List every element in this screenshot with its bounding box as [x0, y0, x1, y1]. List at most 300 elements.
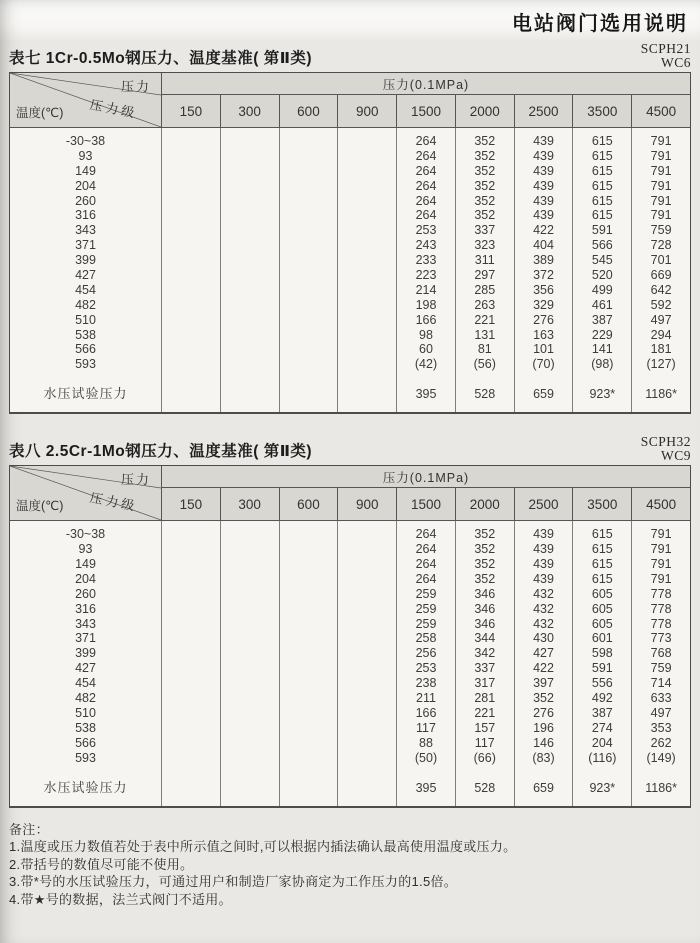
- value-cell: 387: [591, 312, 613, 327]
- value-cell: (50): [414, 750, 438, 765]
- value-cell: [280, 328, 338, 343]
- value-cell: [162, 751, 220, 766]
- value-cell: 352: [474, 571, 496, 586]
- row-spacer: [280, 372, 338, 385]
- value-cell: [338, 751, 396, 766]
- test-pressure-value: [280, 385, 338, 403]
- value-cell: 337: [474, 223, 496, 238]
- test-pressure-value: 659: [533, 780, 554, 795]
- table-body: [10, 128, 690, 412]
- value-cell: [221, 676, 279, 691]
- value-cell: 791: [650, 542, 672, 557]
- row-spacer: [515, 766, 573, 779]
- value-cell: [280, 134, 338, 149]
- value-cell: 163: [533, 327, 554, 342]
- value-cell: [338, 357, 396, 372]
- value-cell: [221, 253, 279, 268]
- value-cell: 605: [591, 586, 613, 601]
- value-cell: 615: [591, 148, 613, 163]
- value-cell: 556: [591, 676, 613, 691]
- value-cell: 432: [533, 601, 554, 616]
- value-cell: 81: [477, 342, 492, 357]
- value-cell: [280, 542, 338, 557]
- value-cell: [338, 283, 396, 298]
- value-cell: (42): [414, 357, 438, 372]
- value-cell: [221, 208, 279, 223]
- value-cell: 263: [474, 297, 496, 312]
- value-cell: 439: [533, 148, 554, 163]
- value-cell: 545: [591, 253, 613, 268]
- test-pressure-value: 528: [474, 780, 496, 795]
- value-cell: 101: [533, 342, 554, 357]
- pressure-class-header: 600: [279, 95, 338, 127]
- row-spacer: [632, 766, 690, 779]
- test-pressure-value: [221, 385, 279, 403]
- grade-label-scph: SCPH32: [640, 434, 691, 450]
- temperature-cell: 371: [75, 238, 96, 253]
- value-cell: 157: [474, 720, 496, 735]
- value-cell: 264: [415, 557, 437, 572]
- table7-title: 表七 1Cr-0.5Mo钢压力、温度基准( 第Ⅱ类): [9, 50, 313, 67]
- test-pressure-value: 923*: [589, 780, 616, 795]
- pressure-class-header: 2000: [455, 95, 514, 127]
- temperature-cell: 149: [75, 557, 96, 572]
- notes-label: 备注：: [9, 821, 49, 837]
- row-spacer: [397, 372, 455, 385]
- value-cell: [162, 691, 220, 706]
- value-cell: [221, 617, 279, 632]
- value-cell: [221, 572, 279, 587]
- value-cell: 520: [591, 268, 613, 283]
- table7: [9, 72, 691, 414]
- value-cell: 615: [591, 208, 613, 223]
- value-cell: 352: [474, 163, 496, 178]
- value-cell: [280, 179, 338, 194]
- value-cell: [280, 342, 338, 357]
- value-cell: [280, 617, 338, 632]
- value-cell: (127): [646, 357, 676, 372]
- temperature-column: [10, 128, 161, 412]
- value-column: [572, 521, 631, 805]
- value-cell: [162, 179, 220, 194]
- value-cell: 778: [650, 586, 672, 601]
- value-column: [279, 521, 338, 805]
- pressure-class-header: 1500: [396, 488, 455, 520]
- value-cell: 615: [591, 542, 613, 557]
- temperature-cell: 93: [78, 148, 93, 163]
- value-cell: [280, 283, 338, 298]
- value-cell: [221, 194, 279, 209]
- pressure-class-header: 2500: [514, 95, 573, 127]
- value-cell: 238: [415, 676, 437, 691]
- value-cell: [162, 357, 220, 372]
- value-cell: 346: [474, 601, 496, 616]
- value-cell: [338, 676, 396, 691]
- value-column: [337, 521, 396, 805]
- value-cell: [162, 736, 220, 751]
- value-cell: 615: [591, 178, 613, 193]
- value-cell: [338, 268, 396, 283]
- table8-header: [10, 466, 690, 521]
- temperature-cell: 260: [75, 193, 96, 208]
- value-cell: [162, 602, 220, 617]
- test-pressure-value: 395: [415, 387, 437, 402]
- value-cell: 497: [650, 705, 672, 720]
- value-cell: 591: [591, 661, 613, 676]
- value-cell: 352: [474, 193, 496, 208]
- value-cell: 311: [474, 253, 495, 268]
- temperature-cell: 427: [75, 268, 96, 283]
- value-cell: [221, 223, 279, 238]
- corner-label-pressure: 压力: [120, 472, 151, 488]
- value-cell: [338, 149, 396, 164]
- value-cell: 566: [591, 238, 613, 253]
- value-cell: [280, 557, 338, 572]
- value-cell: 196: [533, 720, 554, 735]
- value-cell: [280, 164, 338, 179]
- value-cell: 141: [591, 342, 613, 357]
- value-cell: 259: [415, 586, 437, 601]
- value-cell: 778: [650, 616, 672, 631]
- row-spacer: [162, 766, 220, 779]
- value-cell: 397: [533, 676, 554, 691]
- value-cell: 181: [650, 342, 672, 357]
- value-cell: [280, 357, 338, 372]
- pressure-class-header: 3500: [572, 488, 631, 520]
- test-pressure-value: 659: [533, 387, 554, 402]
- value-cell: [221, 721, 279, 736]
- value-cell: 258: [415, 631, 437, 646]
- value-cell: 605: [591, 616, 613, 631]
- value-cell: 759: [650, 661, 672, 676]
- value-column: [572, 128, 631, 412]
- row-spacer: [456, 372, 514, 385]
- value-cell: 243: [415, 238, 437, 253]
- value-cell: 276: [533, 705, 554, 720]
- temperature-cell: 593: [75, 750, 96, 765]
- value-cell: [280, 587, 338, 602]
- value-cell: 778: [650, 601, 672, 616]
- table7-section: [9, 42, 691, 414]
- value-cell: [162, 298, 220, 313]
- value-column: [161, 128, 220, 412]
- value-cell: 791: [650, 178, 672, 193]
- value-cell: [280, 572, 338, 587]
- temperature-cell: -30~38: [65, 134, 106, 148]
- value-cell: [338, 527, 396, 542]
- value-cell: [338, 572, 396, 587]
- value-cell: 221: [474, 312, 496, 327]
- value-cell: 323: [474, 238, 496, 253]
- temperature-cell: 399: [75, 253, 96, 268]
- value-cell: [162, 194, 220, 209]
- corner-label-pressure-class: 压力级: [88, 490, 139, 515]
- temperature-cell: 482: [75, 691, 96, 706]
- temperature-cell: 93: [78, 542, 93, 557]
- temperature-cell: 343: [75, 223, 96, 238]
- value-cell: 430: [533, 631, 554, 646]
- value-cell: [338, 164, 396, 179]
- corner-cell: [10, 466, 161, 520]
- value-cell: 229: [591, 327, 613, 342]
- value-cell: 352: [474, 542, 496, 557]
- test-pressure-value: [162, 385, 220, 403]
- pressure-class-header: 2000: [455, 488, 514, 520]
- note-item: 1.温度或压力数值若处于表中所示值之间时,可以根据内插法确认最高使用温度或压力。: [9, 839, 517, 854]
- row-spacer: [10, 372, 161, 385]
- value-cell: (66): [473, 750, 496, 765]
- value-cell: [162, 706, 220, 721]
- notes-block: [9, 821, 691, 909]
- value-cell: 404: [533, 238, 554, 253]
- value-cell: 264: [415, 134, 437, 148]
- value-cell: [338, 602, 396, 617]
- value-cell: [221, 736, 279, 751]
- value-cell: 601: [591, 631, 613, 646]
- value-cell: [162, 238, 220, 253]
- value-cell: 353: [650, 720, 672, 735]
- value-cell: 439: [533, 193, 554, 208]
- pressure-class-header: 4500: [631, 95, 690, 127]
- value-column: [279, 128, 338, 412]
- value-cell: [162, 527, 220, 542]
- pressure-unit-header: 压力(0.1MPa): [161, 466, 690, 488]
- value-cell: [221, 179, 279, 194]
- value-cell: 439: [533, 527, 554, 542]
- page-title: 电站阀门选用说明: [512, 13, 688, 35]
- value-cell: [162, 164, 220, 179]
- value-cell: [338, 557, 396, 572]
- value-cell: [162, 313, 220, 328]
- pressure-class-header: 900: [337, 488, 396, 520]
- value-cell: 342: [474, 646, 496, 661]
- value-cell: 297: [474, 268, 496, 283]
- pressure-class-header: 600: [279, 488, 338, 520]
- value-cell: [338, 691, 396, 706]
- value-cell: [280, 313, 338, 328]
- value-cell: 439: [533, 208, 554, 223]
- test-pressure-value: 528: [474, 387, 496, 402]
- value-cell: 499: [591, 282, 613, 297]
- temperature-cell: 482: [75, 297, 96, 312]
- value-cell: [338, 328, 396, 343]
- value-column: [514, 128, 573, 412]
- value-cell: 253: [415, 661, 437, 676]
- temperature-cell: 538: [75, 720, 96, 735]
- value-cell: 352: [533, 691, 554, 706]
- value-cell: (70): [532, 357, 555, 372]
- row-spacer: [162, 372, 220, 385]
- temperature-cell: 371: [75, 631, 96, 646]
- value-cell: 615: [591, 571, 613, 586]
- value-cell: [162, 721, 220, 736]
- note-item: 3.带*号的水压试验压力，可通过用户和制造厂家协商定为工作压力的1.5倍。: [9, 874, 458, 889]
- value-cell: 432: [533, 586, 554, 601]
- pressure-class-header: 300: [220, 95, 279, 127]
- value-column: [455, 128, 514, 412]
- value-cell: [162, 572, 220, 587]
- value-cell: 591: [591, 223, 613, 238]
- value-cell: 214: [415, 282, 437, 297]
- value-cell: 439: [533, 542, 554, 557]
- value-cell: 439: [533, 163, 554, 178]
- value-cell: [162, 328, 220, 343]
- value-cell: 701: [650, 253, 672, 268]
- value-cell: [162, 646, 220, 661]
- value-cell: 791: [650, 163, 672, 178]
- value-cell: 285: [474, 282, 496, 297]
- table-body: [10, 521, 690, 805]
- pressure-class-header: 1500: [396, 95, 455, 127]
- value-cell: [221, 238, 279, 253]
- value-cell: 773: [650, 631, 672, 646]
- temperature-cell: 510: [75, 312, 96, 327]
- value-cell: [162, 253, 220, 268]
- row-spacer: [573, 372, 631, 385]
- value-cell: (98): [591, 357, 614, 372]
- value-cell: 223: [415, 268, 437, 283]
- value-cell: [221, 134, 279, 149]
- value-cell: [221, 268, 279, 283]
- value-cell: [338, 646, 396, 661]
- value-cell: [221, 283, 279, 298]
- value-cell: 198: [415, 297, 437, 312]
- row-spacer: [338, 372, 396, 385]
- pressure-class-header: 4500: [631, 488, 690, 520]
- value-cell: 439: [533, 557, 554, 572]
- value-column: [396, 128, 455, 412]
- value-cell: [221, 661, 279, 676]
- value-cell: [162, 587, 220, 602]
- value-cell: [221, 706, 279, 721]
- value-cell: 352: [474, 148, 496, 163]
- value-column: [161, 521, 220, 805]
- value-cell: [338, 736, 396, 751]
- value-cell: [280, 631, 338, 646]
- value-column: [220, 521, 279, 805]
- value-cell: [162, 208, 220, 223]
- value-cell: 791: [650, 134, 672, 148]
- test-pressure-value: 1186*: [645, 387, 677, 402]
- value-cell: [338, 587, 396, 602]
- value-cell: [338, 542, 396, 557]
- row-spacer: [456, 766, 514, 779]
- value-cell: [162, 617, 220, 632]
- value-cell: 633: [650, 691, 672, 706]
- value-cell: 346: [474, 586, 496, 601]
- value-cell: 439: [533, 571, 554, 586]
- value-cell: 356: [533, 282, 554, 297]
- test-pressure-value: [280, 779, 338, 797]
- table7-head: [9, 42, 691, 72]
- value-cell: [338, 223, 396, 238]
- value-cell: 669: [650, 268, 672, 283]
- value-cell: 615: [591, 193, 613, 208]
- value-cell: [162, 631, 220, 646]
- value-cell: [162, 283, 220, 298]
- value-cell: 352: [474, 527, 496, 542]
- value-cell: 259: [415, 616, 437, 631]
- temperature-cell: 454: [75, 282, 96, 297]
- value-cell: 276: [533, 312, 554, 327]
- value-cell: 768: [650, 646, 672, 661]
- value-cell: [338, 253, 396, 268]
- value-cell: [221, 149, 279, 164]
- value-cell: 352: [474, 178, 496, 193]
- temperature-cell: 149: [75, 163, 96, 178]
- value-cell: [221, 298, 279, 313]
- corner-label-pressure: 压力: [120, 79, 151, 94]
- temperature-cell: 316: [75, 208, 96, 223]
- value-cell: [280, 691, 338, 706]
- value-cell: [221, 631, 279, 646]
- pressure-class-header: 300: [220, 488, 279, 520]
- table8-title: 表八 2.5Cr-1Mo钢压力、温度基准( 第Ⅱ类): [9, 443, 313, 461]
- value-cell: 791: [650, 193, 672, 208]
- value-cell: [221, 602, 279, 617]
- value-cell: 344: [474, 631, 496, 646]
- value-cell: 259: [415, 601, 437, 616]
- table8-grade-labels: [641, 435, 691, 465]
- value-cell: [280, 298, 338, 313]
- value-cell: 253: [415, 223, 437, 238]
- value-cell: 642: [650, 282, 672, 297]
- temperature-cell: -30~38: [65, 527, 106, 542]
- value-cell: (116): [588, 750, 617, 765]
- value-cell: 346: [474, 616, 496, 631]
- value-cell: 294: [650, 327, 672, 342]
- value-cell: 264: [415, 178, 437, 193]
- value-cell: [280, 706, 338, 721]
- value-cell: 615: [591, 134, 613, 148]
- value-cell: 204: [591, 735, 613, 750]
- value-column: [220, 128, 279, 412]
- value-cell: [162, 134, 220, 149]
- test-pressure-value: 1186*: [645, 780, 677, 795]
- value-cell: [221, 357, 279, 372]
- value-cell: [221, 751, 279, 766]
- corner-label-temperature: 温度(℃): [16, 499, 64, 514]
- value-cell: 352: [474, 208, 496, 223]
- temperature-cell: 454: [75, 676, 96, 691]
- value-cell: 791: [650, 148, 672, 163]
- value-cell: [338, 238, 396, 253]
- value-cell: 791: [650, 208, 672, 223]
- value-cell: 264: [415, 542, 437, 557]
- value-cell: [280, 676, 338, 691]
- value-cell: [221, 557, 279, 572]
- value-cell: (83): [532, 750, 555, 765]
- temperature-cell: 566: [75, 342, 96, 357]
- value-cell: 791: [650, 527, 672, 542]
- value-cell: 759: [650, 223, 672, 238]
- value-column: [631, 521, 690, 805]
- value-cell: 98: [419, 327, 433, 342]
- value-cell: 337: [474, 661, 496, 676]
- temperature-cell: 538: [75, 327, 96, 342]
- value-cell: [338, 208, 396, 223]
- value-cell: [221, 342, 279, 357]
- temperature-cell: 316: [75, 601, 96, 616]
- row-spacer: [280, 766, 338, 779]
- row-spacer: [338, 766, 396, 779]
- value-cell: [221, 587, 279, 602]
- value-cell: 352: [474, 557, 496, 572]
- row-spacer: [397, 766, 455, 779]
- value-cell: [338, 617, 396, 632]
- value-column: [337, 128, 396, 412]
- value-cell: 615: [591, 557, 613, 572]
